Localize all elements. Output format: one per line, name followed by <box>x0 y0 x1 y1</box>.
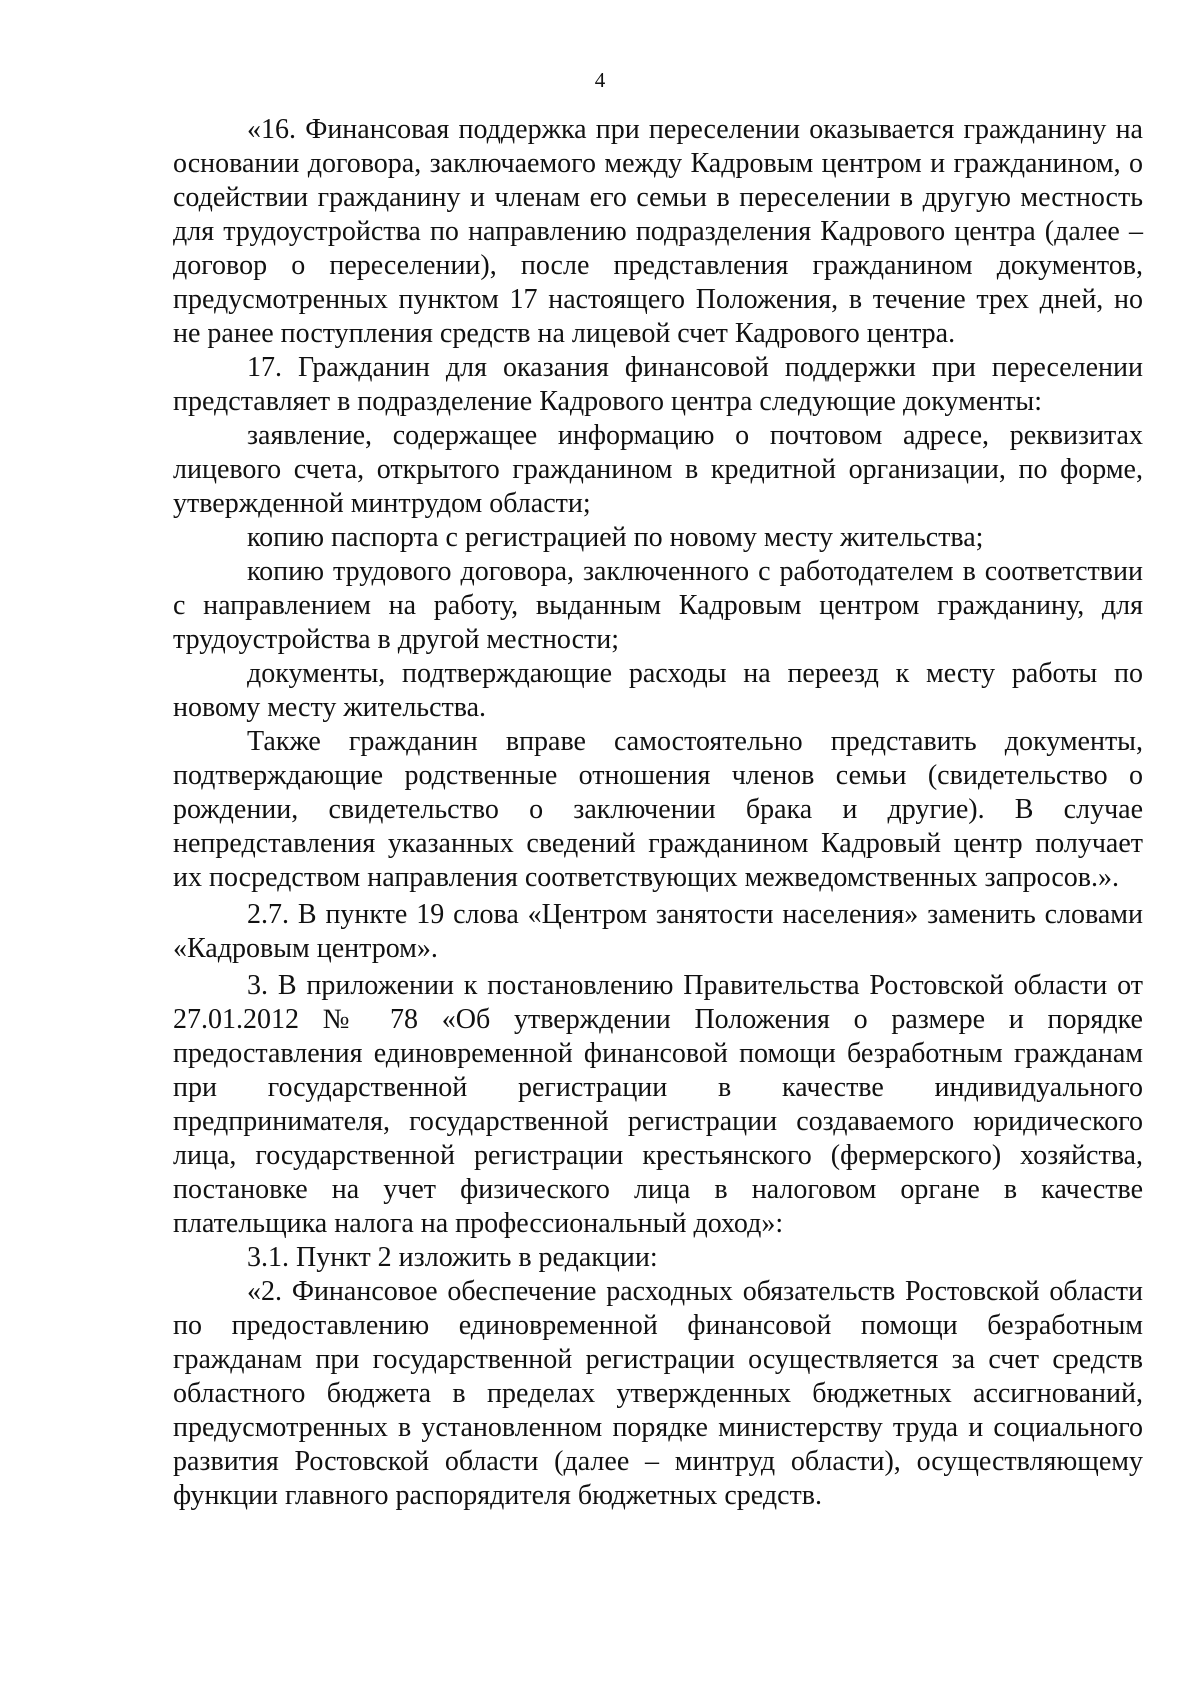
paragraph-2-financial-provision: «2. Финансовое обеспечение расходных обязательств Ростовской области по предоставлению единовременной финансовой помощи безработным гражданам при государственной регистрации осуществляется за счет средств областного бюджета в пределах утвержденных бюджетных ассигнований, предусмотренных в установленном порядке министерству труда и социального развития Ростовской области (далее – минтруд области), осуществляющему функции главного распорядителя бюджетных средств. <box>173 1276 1143 1511</box>
document-body <box>173 113 1143 1513</box>
document-item-employment-contract: копию трудового договора, заключенного с работодателем в соответствии с направлением на работу, выданным Кадровым центром гражданину, для трудоустройства в другой местности; <box>173 556 1143 655</box>
document-item-passport: копию паспорта с регистрацией по новому месту жительства; <box>247 522 984 553</box>
paragraph-2-7-amendment: 2.7. В пункте 19 слова «Центром занятости населения» заменить словами «Кадровым центром». <box>173 899 1143 964</box>
paragraph-family-documents: Также гражданин вправе самостоятельно представить документы, подтверждающие родственные отношения членов семьи (свидетельство о рождении, свидетельство о заключении брака и другие). В случае непредставления указанных сведений гражданином Кадровый центр получает их посредством направления соответствующих межведомственных запросов.». <box>173 726 1143 893</box>
paragraph-16-financial-support: «16. Финансовая поддержка при переселении оказывается гражданину на основании договора, заключаемого между Кадровым центром и гражданином, о содействии гражданину и членам его семьи в переселении в другую местность для трудоустройства по направлению подразделения Кадрового центра (далее – договор о переселении), после представления гражданином документов, предусмотренных пунктом 17 настоящего Положения, в течение трех дней, но не ранее поступления средств на лицевой счет Кадрового центра. <box>173 114 1143 349</box>
paragraph-3-annex-amendment: 3. В приложении к постановлению Правительства Ростовской области от 27.01.2012 № 78 «Об утверждении Положения о размере и порядке предоставления единовременной финансовой помощи безработным гражданам при государственной регистрации в качестве индивидуального предпринимателя, государственной регистрации создаваемого юридического лица, государственной регистрации крестьянского (фермерского) хозяйства, постановке на учет физического лица в налоговом органе в качестве плательщика налога на профессиональный доход»: <box>173 970 1143 1239</box>
document-item-application: заявление, содержащее информацию о почтовом адресе, реквизитах лицевого счета, открытого гражданином в кредитной организации, по форме, утвержденной минтрудом области; <box>173 420 1143 519</box>
document-item-relocation-expenses: документы, подтверждающие расходы на переезд к месту работы по новому месту жительства. <box>173 658 1143 723</box>
page-number: 4 <box>594 68 606 92</box>
paragraph-17-documents: 17. Гражданин для оказания финансовой поддержки при переселении представляет в подразделение Кадрового центра следующие документы: <box>173 352 1143 417</box>
paragraph-3-1-point-2: 3.1. Пункт 2 изложить в редакции: <box>247 1242 658 1273</box>
